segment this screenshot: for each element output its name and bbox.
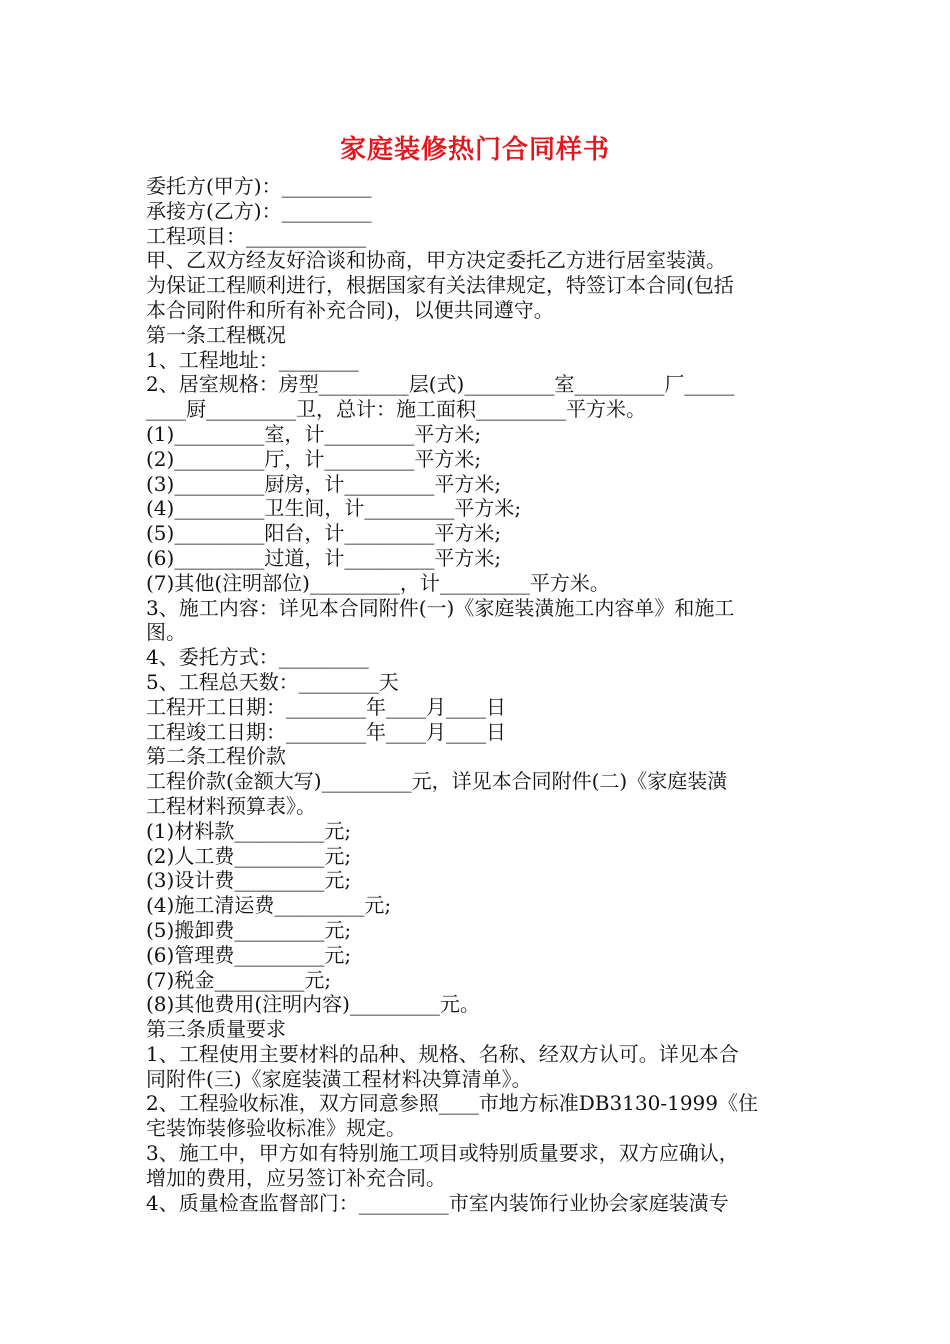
contractor-party-line: 承接方(乙方)：_________ bbox=[146, 198, 372, 223]
paragraph-line: 4、质量检查监督部门：_________市室内装饰行业协会家庭装潢专 bbox=[146, 1190, 729, 1215]
paragraph-line: 甲、乙双方经友好洽谈和协商，甲方决定委托乙方进行居室装潢。 bbox=[146, 248, 726, 273]
paragraph-line: 同附件(三)《家庭装潢工程材料决算清单》。 bbox=[146, 1066, 532, 1091]
paragraph-line: 工程材料预算表》。 bbox=[146, 793, 316, 818]
list-item: (6)管理费_________元; bbox=[146, 942, 352, 967]
list-item: (4)_________卫生间，计_________平方米; bbox=[146, 496, 522, 521]
paragraph-line: 宅装饰装修验收标准》规定。 bbox=[146, 1116, 406, 1141]
paragraph-line: 2、工程验收标准，双方同意参照____市地方标准DB3130-1999《住 bbox=[146, 1091, 759, 1116]
paragraph-line: 1、工程使用主要材料的品种、规格、名称、经双方认可。详见本合 bbox=[146, 1041, 739, 1066]
paragraph-line: 2、居室规格：房型_________层(式)_________室_________厂_____ bbox=[146, 372, 735, 397]
document-body bbox=[146, 174, 811, 1215]
list-item: (2)人工费_________元; bbox=[146, 843, 352, 868]
paragraph-line: 5、工程总天数：________天 bbox=[146, 669, 399, 694]
paragraph-line: ____厨_________卫，总计：施工面积_________平方米。 bbox=[146, 397, 646, 422]
list-item: (1)材料款_________元; bbox=[146, 818, 352, 843]
paragraph-line: 本合同附件和所有补充合同)，以便共同遵守。 bbox=[146, 297, 554, 322]
paragraph-line: 4、委托方式：_________ bbox=[146, 645, 369, 670]
section-heading: 第一条工程概况 bbox=[146, 322, 286, 347]
list-item: (5)搬卸费_________元; bbox=[146, 917, 352, 942]
list-item: (7)其他(注明部位)_________，计_________平方米。 bbox=[146, 570, 610, 595]
list-item: (7)税金_________元; bbox=[146, 967, 332, 992]
paragraph-line: 为保证工程顺利进行，根据国家有关法律规定，特签订本合同(包括 bbox=[146, 273, 734, 298]
list-item: (5)_________阳台，计_________平方米; bbox=[146, 521, 502, 546]
section-heading: 第二条工程价款 bbox=[146, 744, 286, 769]
paragraph-line: 工程竣工日期：________年____月____日 bbox=[146, 719, 506, 744]
list-item: (6)_________过道，计_________平方米; bbox=[146, 545, 502, 570]
list-item: (3)_________厨房，计_________平方米; bbox=[146, 471, 502, 496]
project-line: 工程项目：____________ bbox=[146, 223, 366, 248]
paragraph-line: 增加的费用，应另签订补充合同。 bbox=[146, 1165, 446, 1190]
list-item: (1)_________室，计_________平方米; bbox=[146, 421, 482, 446]
section-heading: 第三条质量要求 bbox=[146, 1017, 286, 1042]
paragraph-line: 工程开工日期：________年____月____日 bbox=[146, 694, 506, 719]
list-item: (4)施工清运费_________元; bbox=[146, 893, 392, 918]
paragraph-line: 图。 bbox=[146, 620, 186, 645]
paragraph-line: 工程价款(金额大写)_________元，详见本合同附件(二)《家庭装潢 bbox=[146, 769, 728, 794]
list-item: (2)_________厅，计_________平方米; bbox=[146, 446, 482, 471]
paragraph-line: 1、工程地址：________ bbox=[146, 347, 359, 372]
list-item: (3)设计费_________元; bbox=[146, 868, 352, 893]
list-item: (8)其他费用(注明内容)_________元。 bbox=[146, 992, 480, 1017]
paragraph-line: 3、施工内容：详见本合同附件(一)《家庭装潢施工内容单》和施工 bbox=[146, 595, 735, 620]
paragraph-line: 3、施工中，甲方如有特别施工项目或特别质量要求，双方应确认， bbox=[146, 1141, 739, 1166]
document-title: 家庭装修热门合同样书 bbox=[339, 135, 610, 165]
client-party-line: 委托方(甲方)：_________ bbox=[146, 174, 372, 198]
